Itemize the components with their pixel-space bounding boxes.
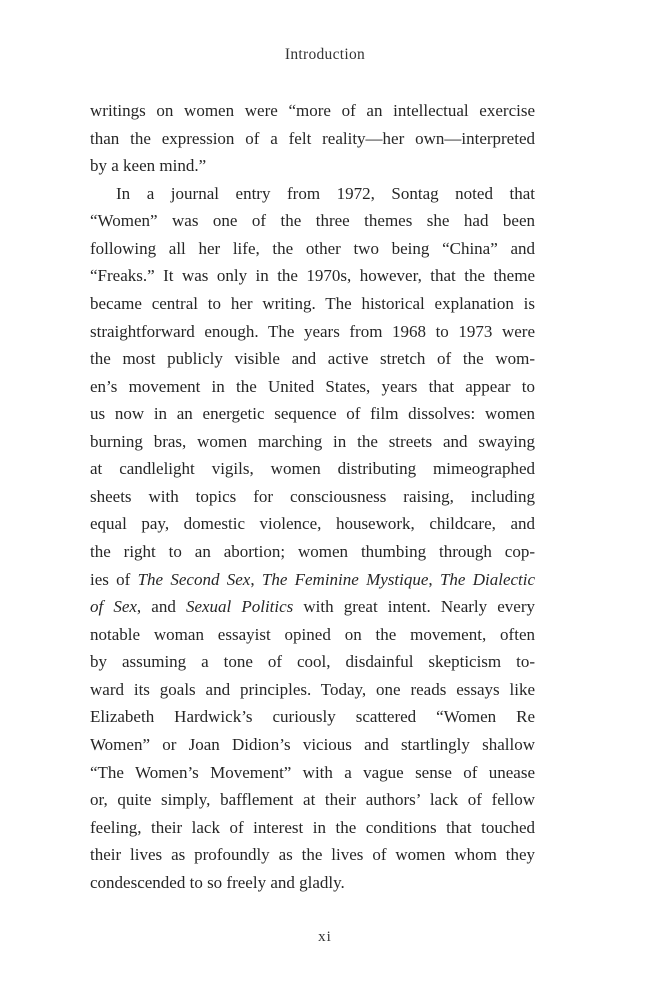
text-run: became central to her writing. The historical explanation is xyxy=(90,293,535,313)
text-line xyxy=(90,676,535,704)
text-line xyxy=(90,731,535,759)
text-run: notable woman essayist opined on the movement, often xyxy=(90,624,535,644)
italic-title: The Second Sex xyxy=(137,569,251,589)
text-run: feeling, their lack of interest in the conditions that touched xyxy=(90,817,535,837)
text-run: , xyxy=(250,569,262,589)
running-head: Introduction xyxy=(284,46,366,63)
text-run: writings on women were “more of an intellectual exercise xyxy=(90,101,535,120)
text-run: the right to an abortion; women thumbing through cop- xyxy=(90,542,535,561)
text-line xyxy=(90,373,535,401)
text-run: “Women” was one of the three themes she had been xyxy=(90,211,535,231)
text-line xyxy=(90,759,535,787)
text-line xyxy=(90,235,535,263)
text-line xyxy=(90,207,535,235)
text-line xyxy=(90,648,535,676)
text-run: the most publicly visible and active stretch of the wom- xyxy=(90,349,535,369)
text-line xyxy=(90,483,535,511)
text-run: Women” or Joan Didion’s vicious and startlingly shallow xyxy=(90,734,535,754)
text-line xyxy=(90,538,535,566)
text-run: Elizabeth Hardwick’s curiously scattered “Women Re xyxy=(90,707,535,727)
text-run: by assuming a tone of cool, disdainful skepticism to- xyxy=(90,652,535,672)
body-text xyxy=(90,97,535,896)
text-run: their lives as profoundly as the lives of women whom they xyxy=(90,845,535,865)
italic-title: Sexual Politics xyxy=(185,597,294,617)
text-line xyxy=(90,841,535,869)
text-run: at candlelight vigils, women distributing mimeographed xyxy=(90,459,535,479)
text-run: “Freaks.” It was only in the 1970s, however, that the theme xyxy=(90,266,535,286)
text-run: sheets with topics for consciousness raising, including xyxy=(90,486,535,506)
text-run: or, quite simply, bafflement at their authors’ lack of fellow xyxy=(90,790,535,810)
text-line xyxy=(90,97,535,125)
italic-title: of Sex xyxy=(90,597,137,617)
text-run: us now in an energetic sequence of film dissolves: women xyxy=(90,404,535,424)
text-line xyxy=(90,455,535,483)
text-line xyxy=(90,262,535,290)
text-run: than the expression of a felt reality—her own—interpreted xyxy=(90,128,535,148)
text-line xyxy=(90,152,535,180)
text-run: ward its goals and principles. Today, one reads essays like xyxy=(90,679,535,699)
text-line xyxy=(90,621,535,649)
text-run: , xyxy=(428,569,440,589)
italic-title: The Feminine Mystique xyxy=(261,569,429,589)
text-run: In a journal entry from 1972, Sontag noted that xyxy=(116,183,535,203)
text-run: equal pay, domestic violence, housework, childcare, and xyxy=(90,514,535,534)
text-run: by a keen mind.” xyxy=(90,156,207,176)
text-run: straightforward enough. The years from 1968 to 1973 were xyxy=(90,321,535,341)
text-run: en’s movement in the United States, years that appear to xyxy=(90,376,535,396)
text-line xyxy=(90,290,535,318)
text-run: condescended to so freely and gladly. xyxy=(90,872,345,892)
text-line xyxy=(90,345,535,373)
text-line xyxy=(90,400,535,428)
text-run: , and xyxy=(136,597,186,617)
text-run: “The Women’s Movement” with a vague sense of unease xyxy=(90,762,535,782)
text-line xyxy=(90,703,535,731)
text-line xyxy=(90,510,535,538)
page-number: xi xyxy=(318,929,332,945)
text-line xyxy=(90,566,535,594)
italic-title: The Dialectic xyxy=(439,569,536,589)
text-run: following all her life, the other two being “China” and xyxy=(90,238,535,258)
text-line xyxy=(90,428,535,456)
text-run: ies of xyxy=(90,569,138,589)
text-line xyxy=(90,869,535,897)
text-line xyxy=(90,814,535,842)
text-line xyxy=(90,125,535,153)
text-line xyxy=(90,180,535,208)
text-line xyxy=(90,786,535,814)
text-run: with great intent. Nearly every xyxy=(293,597,535,617)
text-line xyxy=(90,593,535,621)
text-line xyxy=(90,318,535,346)
text-run: burning bras, women marching in the streets and swaying xyxy=(90,431,535,451)
